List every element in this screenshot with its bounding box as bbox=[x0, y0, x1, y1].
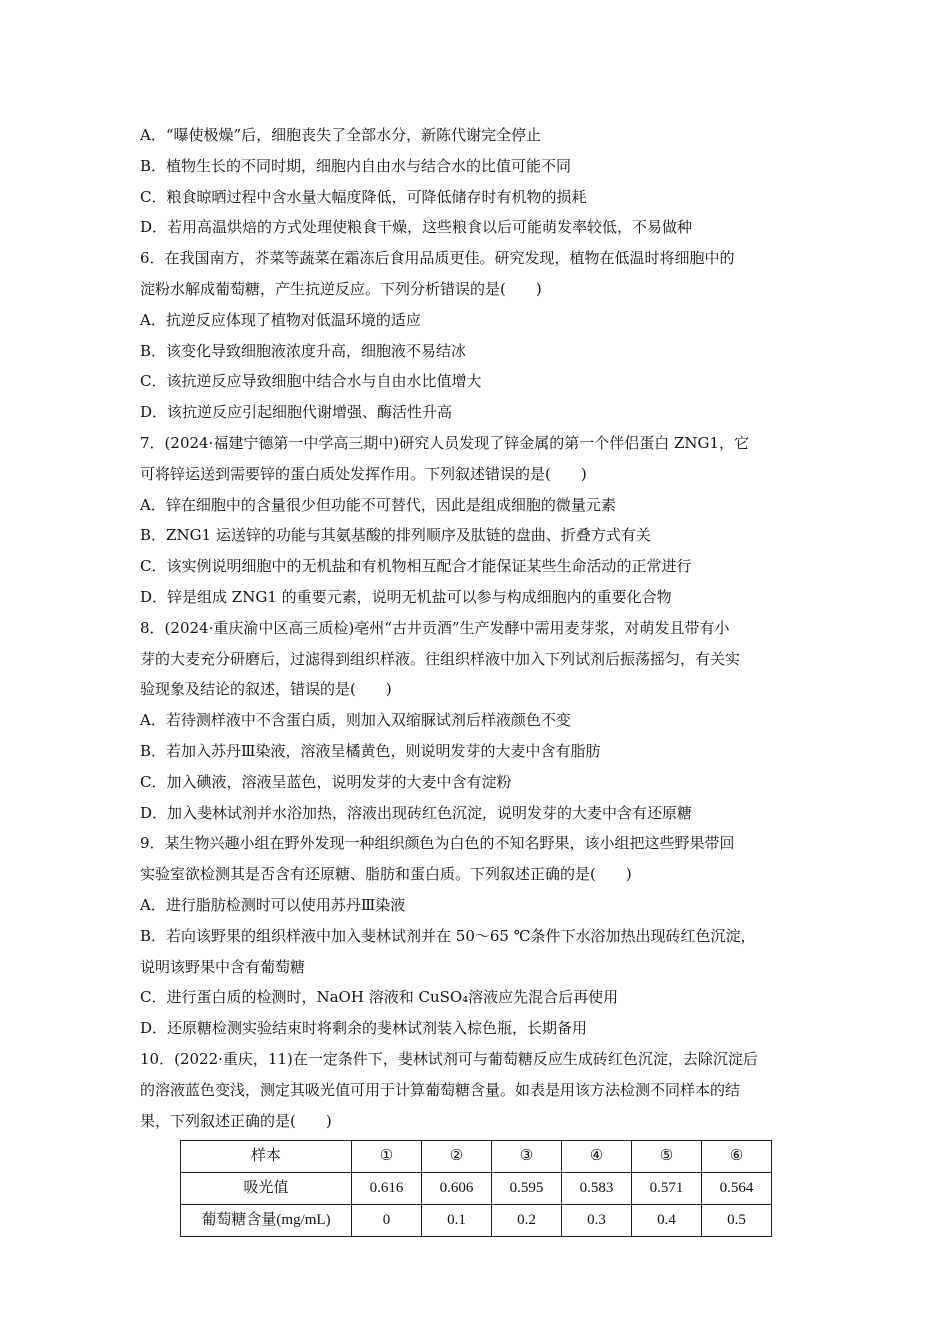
q5-option-d: D．若用高温烘焙的方式处理使粮食干燥，这些粮食以后可能萌发率较低，不易做种 bbox=[140, 218, 693, 237]
q6-option-d: D．该抗逆反应引起细胞代谢增强、酶活性升高 bbox=[140, 403, 453, 422]
table-cell: 0.606 bbox=[422, 1173, 492, 1205]
table-cell: ⑥ bbox=[702, 1141, 772, 1173]
q9-option-d: D．还原糖检测实验结束时将剩余的斐林试剂装入棕色瓶，长期备用 bbox=[140, 1019, 588, 1038]
q10-stem-line-3: 果，下列叙述正确的是( ) bbox=[140, 1111, 332, 1130]
table-cell: 0.5 bbox=[702, 1204, 772, 1236]
table-cell: ④ bbox=[562, 1141, 632, 1173]
q7-option-c: C．该实例说明细胞中的无机盐和有机物相互配合才能保证某些生命活动的正常进行 bbox=[140, 557, 692, 576]
q6-stem-line-2: 淀粉水解成葡萄糖，产生抗逆反应。下列分析错误的是( ) bbox=[140, 279, 542, 298]
table-cell: 0.1 bbox=[422, 1204, 492, 1236]
q8-stem-line-1: 8．(2024·重庆渝中区高三质检)亳州“古井贡酒”生产发酵中需用麦芽浆，对萌发且带有小 bbox=[140, 618, 730, 637]
table-cell: ⑤ bbox=[632, 1141, 702, 1173]
table-cell: ③ bbox=[492, 1141, 562, 1173]
table-cell: 样本 bbox=[181, 1141, 352, 1173]
q10-stem-line-2: 的溶液蓝色变浅，测定其吸光值可用于计算葡萄糖含量。如表是用该方法检测不同样本的结 bbox=[140, 1080, 741, 1099]
q5-option-b: B．植物生长的不同时期，细胞内自由水与结合水的比值可能不同 bbox=[140, 156, 572, 175]
q5-option-c: C．粮食晾晒过程中含水量大幅度降低，可降低储存时有机物的损耗 bbox=[140, 187, 587, 206]
q9-stem-line-2: 实验室欲检测其是否含有还原糖、脂肪和蛋白质。下列叙述正确的是( ) bbox=[140, 865, 632, 884]
q6-option-a: A．抗逆反应体现了植物对低温环境的适应 bbox=[140, 310, 421, 329]
table-cell: 0.595 bbox=[492, 1173, 562, 1205]
q9-option-a: A．进行脂肪检测时可以使用苏丹Ⅲ染液 bbox=[140, 895, 406, 914]
q8-stem-line-2: 芽的大麦充分研磨后，过滤得到组织样液。往组织样液中加入下列试剂后振荡摇匀，有关实 bbox=[140, 649, 741, 668]
q7-option-b: B．ZNG1 运送锌的功能与其氨基酸的排列顺序及肽链的盘曲、折叠方式有关 bbox=[140, 526, 651, 545]
q10-stem-line-1: 10．(2022·重庆，11)在一定条件下，斐林试剂可与葡萄糖反应生成砖红色沉淀，去除沉淀后 bbox=[140, 1049, 758, 1068]
q8-stem-line-3: 验现象及结论的叙述，错误的是( ) bbox=[140, 680, 392, 699]
q6-option-b: B．该变化导致细胞液浓度升高，细胞液不易结冰 bbox=[140, 341, 467, 360]
table-cell: 0 bbox=[352, 1204, 422, 1236]
q8-option-d: D．加入斐林试剂并水浴加热，溶液出现砖红色沉淀，说明发芽的大麦中含有还原糖 bbox=[140, 803, 693, 822]
q8-option-c: C．加入碘液，溶液呈蓝色，说明发芽的大麦中含有淀粉 bbox=[140, 772, 512, 791]
q7-stem-line-2: 可将锌运送到需要锌的蛋白质处发挥作用。下列叙述错误的是( ) bbox=[140, 464, 587, 483]
table-cell: 0.616 bbox=[352, 1173, 422, 1205]
table-cell: 葡萄糖含量(mg/mL) bbox=[181, 1204, 352, 1236]
table-cell: 0.2 bbox=[492, 1204, 562, 1236]
table-cell: ① bbox=[352, 1141, 422, 1173]
q9-option-b-line-2: 说明该野果中含有葡萄糖 bbox=[140, 957, 306, 976]
glucose-absorbance-table bbox=[180, 1140, 772, 1236]
q7-option-d: D．锌是组成 ZNG1 的重要元素，说明无机盐可以参与构成细胞内的重要化合物 bbox=[140, 587, 672, 606]
q9-stem-line-1: 9．某生物兴趣小组在野外发现一种组织颜色为白色的不知名野果，该小组把这些野果带回 bbox=[140, 834, 735, 853]
q6-option-c: C．该抗逆反应导致细胞中结合水与自由水比值增大 bbox=[140, 372, 482, 391]
q6-stem-line-1: 6．在我国南方，芥菜等蔬菜在霜冻后食用品质更佳。研究发现，植物在低温时将细胞中的 bbox=[140, 249, 735, 268]
table-row bbox=[181, 1204, 772, 1236]
table-cell: 0.4 bbox=[632, 1204, 702, 1236]
table-cell: ② bbox=[422, 1141, 492, 1173]
question-page bbox=[140, 120, 812, 1237]
q8-option-b: B．若加入苏丹Ⅲ染液，溶液呈橘黄色，则说明发芽的大麦中含有脂肪 bbox=[140, 741, 601, 760]
q7-stem-line-1: 7．(2024·福建宁德第一中学高三期中)研究人员发现了锌金属的第一个伴侣蛋白 ZNG1，它 bbox=[140, 433, 750, 452]
table-cell: 0.571 bbox=[632, 1173, 702, 1205]
q7-option-a: A．锌在细胞中的含量很少但功能不可替代，因此是组成细胞的微量元素 bbox=[140, 495, 616, 514]
table-cell: 0.583 bbox=[562, 1173, 632, 1205]
table-cell: 0.3 bbox=[562, 1204, 632, 1236]
q5-option-a: A．“曝使极燥”后，细胞丧失了全部水分，新陈代谢完全停止 bbox=[140, 126, 542, 144]
table-cell: 吸光值 bbox=[181, 1173, 352, 1205]
q9-option-c: C．进行蛋白质的检测时，NaOH 溶液和 CuSO₄溶液应先混合后再使用 bbox=[140, 988, 619, 1007]
q9-option-b-line-1: B．若向该野果的组织样液中加入斐林试剂并在 50～65 ℃条件下水浴加热出现砖红色沉淀， bbox=[140, 926, 756, 945]
q8-option-a: A．若待测样液中不含蛋白质，则加入双缩脲试剂后样液颜色不变 bbox=[140, 711, 571, 730]
table-cell: 0.564 bbox=[702, 1173, 772, 1205]
table-row bbox=[181, 1141, 772, 1173]
table-row bbox=[181, 1173, 772, 1205]
